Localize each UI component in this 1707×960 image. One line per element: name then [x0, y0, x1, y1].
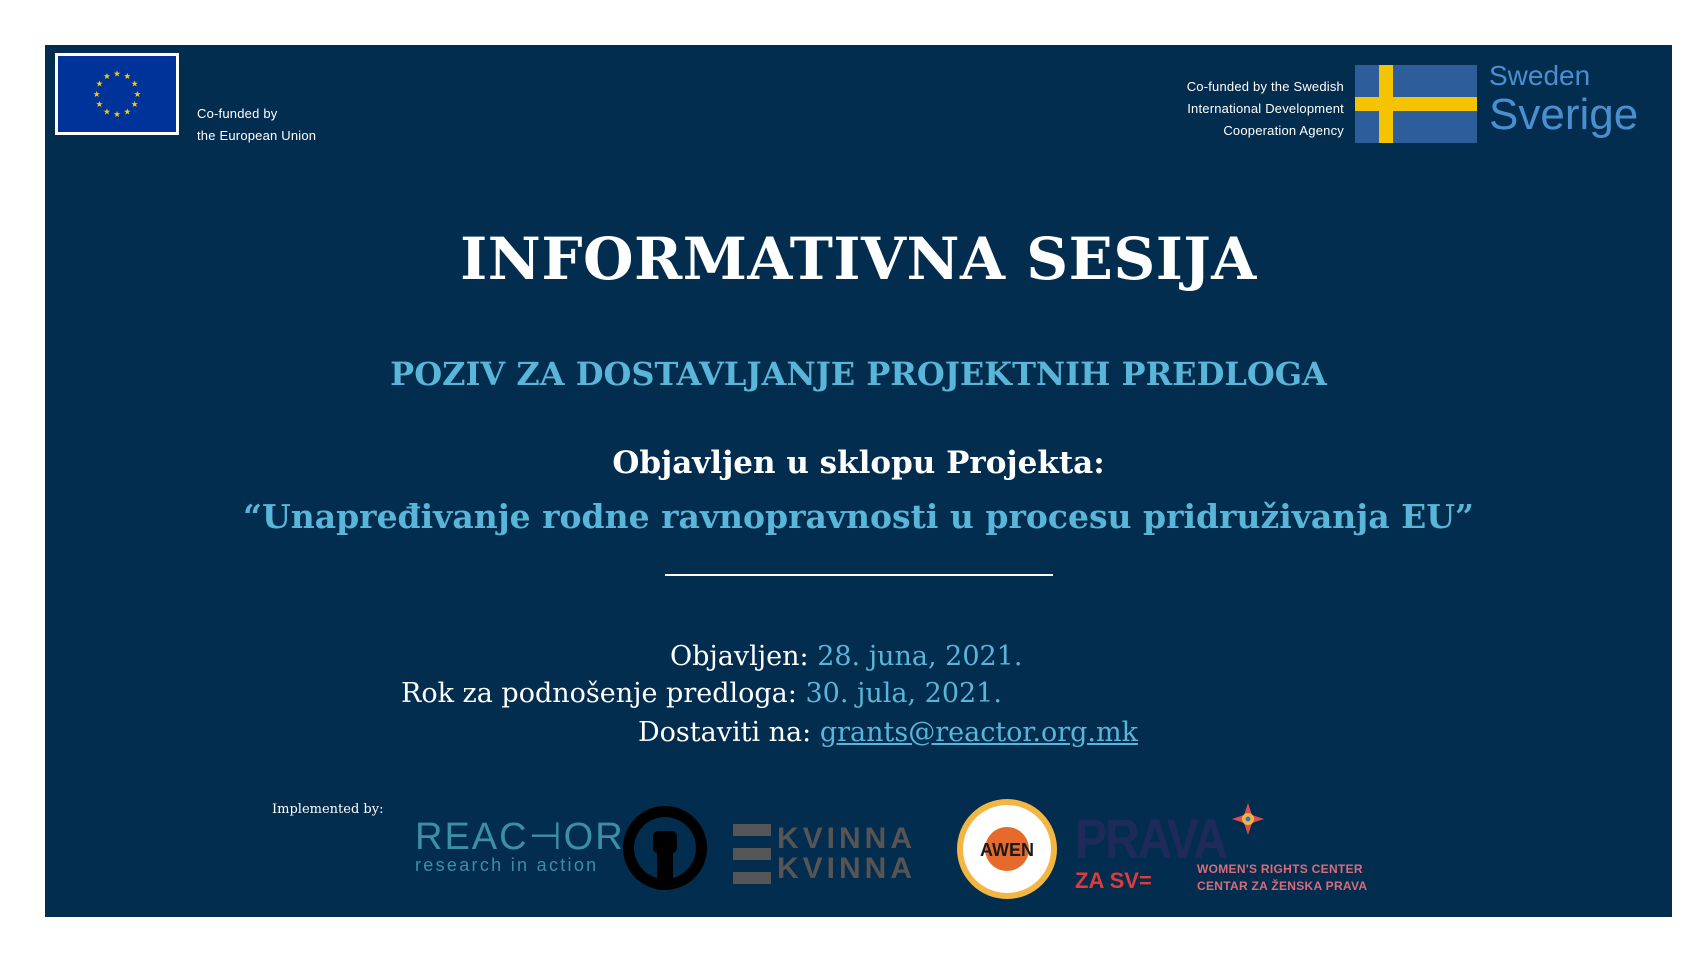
svg-text:★: ★ — [133, 88, 142, 99]
sida-line3: Cooperation Agency — [1223, 123, 1344, 138]
published-line — [670, 638, 1022, 676]
awen-logo — [955, 797, 1059, 901]
eu-cofunded-line1: Co-funded by — [197, 106, 278, 121]
svg-text:★: ★ — [95, 98, 104, 109]
awen-text: AWEN — [980, 840, 1034, 860]
svg-text:★: ★ — [130, 78, 139, 89]
svg-text:★: ★ — [123, 71, 131, 82]
kvinna-till-kvinna-logo — [733, 824, 931, 884]
womens-rights-center-icon — [1230, 801, 1266, 837]
kvinna-bars-icon — [733, 824, 771, 884]
published-label: Objavljen: — [670, 641, 818, 672]
wrc-line1: WOMEN'S RIGHTS CENTER — [1197, 862, 1363, 876]
eu-cofunded-line2: the European Union — [197, 128, 317, 143]
sweden-wordmark — [1489, 59, 1638, 141]
prava-line1: PRAVA — [1075, 809, 1226, 871]
sida-line2: International Development — [1187, 101, 1344, 116]
page-title: INFORMATIVNA SESIJA — [460, 225, 1257, 293]
eu-cofunded-text — [197, 103, 316, 147]
sweden-flag-logo — [1355, 65, 1477, 143]
announcement-banner — [45, 45, 1672, 917]
project-name: “Unapređivanje rodne ravnopravnosti u procesu pridruživanja EU” — [242, 497, 1475, 536]
eu-flag-logo — [55, 53, 179, 135]
reactor-name: REAC⊣OR — [415, 816, 625, 858]
published-value: 28. juna, 2021. — [817, 641, 1023, 672]
call-subtitle: POZIV ZA DOSTAVLJANJE PROJEKTNIH PREDLOGA — [390, 355, 1327, 393]
svg-text:★: ★ — [95, 78, 104, 89]
svg-text:★: ★ — [103, 106, 111, 117]
deadline-line — [401, 675, 1002, 713]
sweden-wordmark-small: Sweden — [1489, 60, 1591, 91]
svg-text:★: ★ — [113, 109, 121, 120]
svg-text:★: ★ — [130, 98, 139, 109]
reactor-tagline: research in action — [415, 855, 599, 875]
deadline-label: Rok za podnošenje predloga: — [401, 678, 806, 709]
svg-text:★: ★ — [92, 88, 101, 99]
wrc-line2: CENTAR ZA ŽENSKA PRAVA — [1197, 879, 1368, 893]
project-lead: Objavljen u sklopu Projekta: — [612, 445, 1105, 481]
svg-text:★: ★ — [123, 106, 131, 117]
deadline-value: 30. jula, 2021. — [805, 678, 1002, 709]
sweden-wordmark-big: Sverige — [1489, 90, 1639, 139]
svg-text:★: ★ — [103, 71, 111, 82]
implemented-by-label: Implemented by: — [272, 802, 384, 817]
sida-cofunded-text — [1187, 76, 1344, 142]
prava-line2: ZA SV= — [1075, 868, 1152, 893]
fist-emblem-logo — [620, 797, 710, 899]
kvinna-line1: KVINNA — [777, 822, 917, 855]
submit-label: Dostaviti na: — [638, 717, 820, 748]
section-divider — [665, 574, 1053, 576]
womens-rights-center-text — [1197, 861, 1367, 895]
email-link[interactable]: grants@reactor.org.mk — [819, 717, 1138, 748]
reactor-logo — [415, 817, 625, 875]
svg-text:★: ★ — [113, 68, 121, 79]
submit-line — [638, 714, 1138, 752]
kvinna-line2: KVINNA — [777, 852, 917, 885]
sida-line1: Co-funded by the Swedish — [1186, 79, 1344, 94]
